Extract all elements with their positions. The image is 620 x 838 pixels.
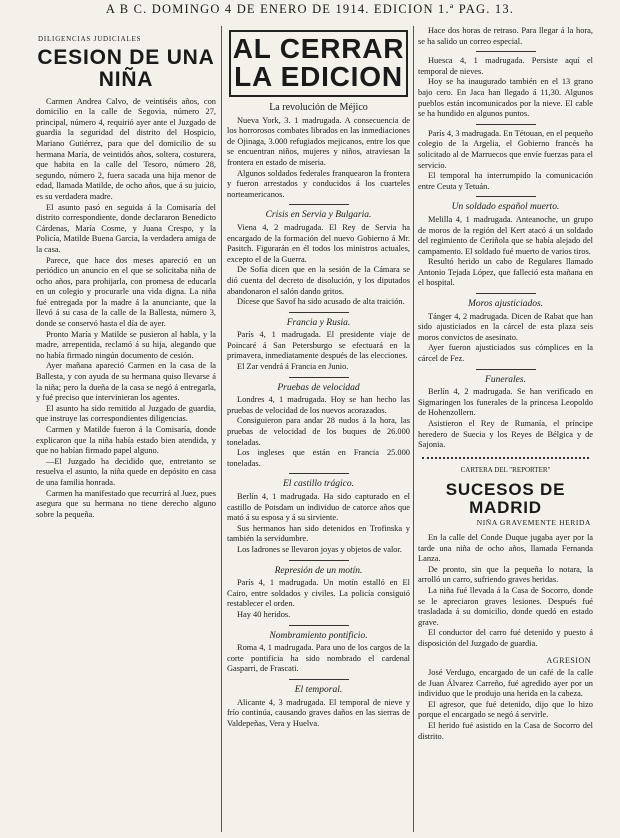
- section-separator: [289, 204, 349, 205]
- paragraph: Hay 40 heridos.: [237, 609, 291, 619]
- column-right: [418, 26, 593, 832]
- headline-cesion: CESION DE UNA NIÑA: [37, 45, 215, 91]
- paragraph: El asunto pasó en seguida á la Comisaría del distrito correspondiente, donde declararon Benedicto Cárdenas, María Cosme, y Juana Crespo, y la Policía, Matilde Buena Garcia, la verdadera amiga de la casa.: [36, 202, 216, 254]
- section-separator: [476, 124, 536, 125]
- madrid-body: [418, 533, 593, 650]
- paragraph: Huesca 4, 1 madrugada. Persiste aquí el temporal de nieves.: [418, 56, 593, 76]
- paragraph: París 4, 1 madrugada. El presidente viaje de Poincaré á San Petersburgo se efectuará en la primavera, inmediatamente después de las elecciones.: [227, 330, 410, 361]
- paragraph: Alicante 4, 3 madrugada. El temporal de nieve y frío continúa, causando graves daños en las sierras de Valdepeñas, Vera y Huelva.: [227, 697, 410, 728]
- agresion-title: AGRESION: [546, 655, 591, 665]
- paragraph: Berlín 4, 2 madrugada. Se han verificado en Sigmaringen los funerales de la princesa Leopoldo de Hohenzollern.: [418, 387, 593, 418]
- news-briefs: [227, 103, 410, 729]
- al-cerrar-box: [229, 30, 408, 97]
- paragraph: París 4, 1 madrugada. Un motín estalló en El Cairo, entre soldados y civiles. La policía consiguió restablecer el orden.: [227, 578, 410, 609]
- paragraph: El herido fué asistido en la Casa de Socorro del distrito.: [418, 721, 593, 741]
- subhead-nina: NIÑA GRAVEMENTE HERIDA: [476, 518, 591, 528]
- agresion-body: [418, 668, 593, 742]
- paragraph: El agresor, que fué detenido, dijo que lo hizo porque el encargado se negó á servirle.: [418, 699, 593, 720]
- paragraph: Dícese que Savof ha sido acusado de alta traición.: [237, 297, 405, 307]
- paragraph: La niña fué llevada á la Casa de Socorro, donde se le apreciaron graves lesiones. Después fué trasladada á su domicilio, donde quedó en estado grave.: [418, 585, 593, 627]
- headline-sucesos: SUCESOS DE MADRID: [445, 480, 566, 518]
- section-title: Funerales.: [485, 374, 526, 385]
- paragraph: El temporal ha interrumpido la comunicación entre Ceuta y Tetuán.: [418, 171, 593, 191]
- column-divider: [413, 26, 414, 832]
- paragraph: Consiguieron para andar 28 nudos á la hora, las pruebas de velocidad de los buques de 26.000 toneladas.: [227, 416, 410, 447]
- column-divider: [221, 26, 222, 832]
- section-title: Un soldado español muerto.: [451, 202, 560, 213]
- section-kicker: DILIGENCIAS JUDICIALES: [38, 35, 142, 43]
- section-separator: [289, 625, 349, 626]
- section-separator: [476, 293, 536, 294]
- paragraph: Berlín 4, 1 madrugada. Ha sido capturado en el castillo de Potsdam un individuo de catorce años que mató á su esposa y á su sirviente.: [227, 492, 410, 523]
- column-left: [36, 26, 216, 832]
- paragraph: Ayer mañana apareció Carmen en la casa de la Ballesta, y con ayuda de su hermana quiso llevarse á la niña; pero la dueña de la casa se negó á entregarla, y fué preciso que intervinieran los agentes.: [36, 361, 216, 403]
- paragraph: José Verdugo, encargado de un café de la calle de Juan Álvarez Carreño, fué agredido ayer por un individuo que le produjo una herida en la cabeza.: [418, 668, 593, 699]
- paragraph: Londres 4, 1 madrugada. Hoy se han hecho las pruebas de velocidad de los nuevos acorazados.: [227, 395, 410, 415]
- paragraph: París 4, 3 madrugada. En Tétouan, en el pequeño colegio de la Argelia, el Gobierno francés ha solicitado al de Marruecos que envíe fuerzas para el servicio.: [418, 128, 593, 170]
- section-title: Francia y Rusia.: [286, 317, 351, 328]
- paragraph: Los ladrones se llevaron joyas y objetos de valor.: [237, 544, 402, 554]
- paragraph: El conductor del carro fué detenido y puesto á disposición del Juzgado de guardia.: [418, 628, 593, 648]
- paragraph: De pronto, sin que la pequeña lo notara, la arrolló un carro, sufriendo graves heridas.: [418, 564, 593, 585]
- paragraph: Melilla 4, 1 madrugada. Anteanoche, un grupo de moros de la región del Kert atacó á un soldado del regimiento de Ceriñola que se había alejado del campamento. El soldado fué muerto de varios tiros.: [418, 214, 593, 256]
- section-separator: [289, 312, 349, 313]
- dotted-divider: [422, 457, 589, 459]
- paragraph: —El Juzgado ha decidido que, entretanto se resuelva el asunto, la niña quede en depósito en casa de una familia honrada.: [36, 456, 216, 487]
- paragraph: Algunos soldados federales franquearon la frontera y fueron arrestados y conducidos á los cuarteles norteamericanos.: [227, 168, 410, 199]
- paragraph: Carmen ha manifestado que recurrirá al Juez, pues asegura que su hermana no tiene derecho alguno sobre la pequeña.: [36, 488, 216, 519]
- news-briefs-right: [418, 51, 593, 451]
- section-title: Nombramiento pontificio.: [269, 630, 368, 641]
- paragraph: Asistieron el Rey de Rumanía, el príncipe heredero de Suecia y los Reyes de Bélgica y de Sajonia.: [418, 419, 593, 450]
- page-header: A B C. DOMINGO 4 DE ENERO DE 1914. EDICION 1.ª PAG. 13.: [105, 2, 515, 16]
- paragraph: Hoy se ha inaugurado también en el 13 grano bajo cero. En Jaca han llegado á 11,30. Algunos pueblos están incomunicados por la nieve. El cable se ha hundido en algunos puntos.: [418, 77, 593, 119]
- section-separator: [289, 377, 349, 378]
- top-paragraph: Hace dos horas de retraso. Para llegar á la hora, se ha salido un correo especial.: [418, 26, 593, 46]
- paragraph: Roma 4, 1 madrugada. Para uno de los cargos de la corte pontificia ha sido nombrado el cardenal Gasparri, de Frascati.: [227, 643, 410, 674]
- paragraph: Resultó herido un cabo de Regulares llamado Antonio Tejada López, que falleció esta mañana en el hospital.: [418, 257, 593, 288]
- paragraph: Carmen y Matilde fueron á la Comisaría, donde explicaron que la niña había estado bien atendida, y que no habían firmado papel alguno.: [36, 425, 216, 456]
- section-separator: [476, 51, 536, 52]
- column-middle: [227, 26, 410, 832]
- section-separator: [289, 679, 349, 680]
- section-separator: [289, 560, 349, 561]
- paragraph: En la calle del Conde Duque jugaba ayer por la tarde una niña de ocho años, llamada Fernanda Lanza.: [418, 532, 593, 564]
- paragraph: Los ingleses que están en Francia 25.000 toneladas.: [227, 448, 410, 468]
- section-title: Crisis en Servia y Bulgaria.: [265, 210, 372, 221]
- paragraph: Parece, que hace dos meses apareció en un periódico un anuncio en el que se solicitaba niña de ocho años, para prohijarla, con promesa de educarla en un colegio y procurarle una vida digna. La niña fué entregada por la madre á la anunciante, que la llevó á su casa de la calle de la Ballesta, número 3, donde se conservó hasta el día de ayer.: [36, 255, 216, 329]
- paragraph: Viena 4, 2 madrugada. El Rey de Servia ha encargado de la formación del nuevo Gobierno á Mr. Pasitch. Figurarán en él todos los ministros actuales, excepto el de la Guerra.: [227, 222, 410, 264]
- section-title: Represión de un motín.: [274, 565, 363, 576]
- section-title: Pruebas de velocidad: [277, 382, 360, 393]
- section-title: Moros ajusticiados.: [467, 299, 544, 310]
- paragraph: Sus hermanos han sido detenidos en Trofinska y también la servidumbre.: [227, 523, 410, 544]
- paragraph: El Zar vendrá á Francia en Junio.: [237, 362, 349, 372]
- credit-line: CARTERA DEL "REPORTER": [460, 465, 551, 474]
- section-title: El castillo trágico.: [283, 479, 354, 490]
- section-separator: [476, 196, 536, 197]
- paragraph: Tánger 4, 2 madrugada. Dicen de Rabat que han sido ajusticiados en la cárcel de esta plaza seis moros convictos de asesinato.: [418, 311, 593, 342]
- paragraph: De Sofía dicen que en la sesión de la Cámara se dió cuenta del decreto de disolución, y los diputados abandonaron el salón dando gritos.: [227, 265, 410, 296]
- paragraph: El asunto ha sido remitido al Juzgado de guardia, que instruye las correspondientes diligencias.: [36, 403, 216, 424]
- section-title: El temporal.: [294, 684, 343, 695]
- paragraph: Ayer fueron ajusticiados sus cómplices en la cárcel de Fez.: [418, 343, 593, 364]
- box-title-line2: LA EDICION: [234, 61, 403, 92]
- article-body: [36, 97, 216, 521]
- paragraph: Nueva York, 3. 1 madrugada. A consecuencia de los horrorosos combates librados en las inmediaciones de Ojinaga, 3.000 refugiados mejicanos, entre los que se encuentran niños, mujeres y niños, atraviesan la frontera en estado de miseria.: [227, 115, 410, 167]
- paragraph: Carmen Andrea Calvo, de veintiséis años, con domicilio en la calle de Segovia, número 27, principal, número 4, requirió ayer ante el Juzgado de guardia la seguridad del distrito del Hospicio, Mariano Gutiérrez, para que del domicilio de su hermana María, de veintidós años, soltera, costurera, que habita en la calle del Tesoro, número 28, segundo, número 2, fuera sacada una hija menor de edad, llamada Matilde, de ocho años, que á su juicio, es su verdadera madre.: [36, 96, 216, 201]
- paragraph: Pronto María y Matilde se pusieron al habla, y la madre, arrepentida, reclamó á su hija, alegando que no había firmado ningún documento de cesión.: [36, 329, 216, 360]
- section-separator: [289, 473, 349, 474]
- section-title: La revolución de Méjico: [269, 102, 368, 113]
- box-title-line1: AL CERRAR: [232, 33, 405, 64]
- section-separator: [476, 369, 536, 370]
